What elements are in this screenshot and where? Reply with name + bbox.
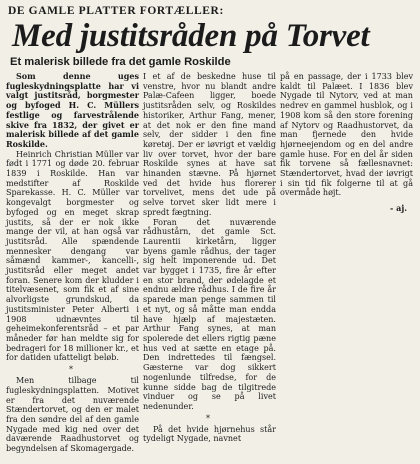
headline: Med justitsråden på Torvet bbox=[12, 18, 370, 54]
body-paragraph: på en passage, der i 1733 blev kaldt til Palæet. I 1836 blev Nygade til Nytorv, ved at man nedrev en gammel husblok, og i 1908 kom så den store forening af Nytorv og Raadhustorvet, da man fjernede den hvide hjørneejendom og en del andre gamle huse. For en del år siden fik torvene så fællesnavnet: Stændertorvet, hvad der iøvrigt i sin tid fik folgerne til at gå overmåde højt. bbox=[280, 72, 413, 198]
subheadline: Et malerisk billede fra det gamle Roskilde bbox=[10, 56, 231, 68]
body-paragraph: I et af de beskedne huse til venstre, hvor nu blandt andre Palæ-Cafeen ligger, boede justitsråden selv, og Roskildes historiker, Arthur Fang, mener, at det nok er den fine mand selv, der sidder i den fine køretøj. Der er iøvrigt et vældig liv over torvet, hvor der bare Roskilde synes at have sat hinanden stævne. På hjørnet ved det hvide hus florerer torvelivet, mens det ude på selve torvet sker lidt mere i spredt fægtning. bbox=[143, 72, 276, 217]
column-2 bbox=[143, 72, 276, 454]
column-3 bbox=[280, 72, 413, 454]
signature: - aj. bbox=[390, 203, 407, 214]
column-1 bbox=[6, 72, 139, 454]
body-paragraph: Men tilbage til fugleskydningsplatten. Motivet er fra det nuværende Stændertorvet, og den er malet fra den søndre del af den gamle Nygade med kig ned over det daværende Raadhustorvet og begyndelsen af Skomagergade. bbox=[6, 376, 139, 454]
body-paragraph: Foran det nuværende rådhustårn, det gamle Sct. Laurentii kirketårn, ligger byens gamle rådhus, der tager sig helt imponerende ud. Det var bygget i 1735, fire år efter en stor brand, der ødelagde et endnu ældre rådhus. I de fire år sparede man penge sammen til et nyt, og så måtte man endda have hjælp af majestæten. Arthur Fang synes, at man spolerede det ellers rigtig pæne hus ved at sætte en etage på. Den indrettedes til fængsel. Gæsterne var dog sikkert nogenlunde tilfredse, for de kunne sidde bag de tilgitrede vinduer og se på livet nedenunder. bbox=[143, 217, 276, 411]
body-paragraph: Heinrich Christian Müller var født i 1771 og døde 20. februar 1839 i Roskilde. Han var medstifter af Roskilde Sparekasse. H. C. Müller var kongevalgt borgmester og byfoged og en meget skrap justits, så der er nok ikke mange der vil, at han også var justitsråd. Alle spændende mennesker dengang var såmænd kammer-, kancelli-, justitsråd eller meget andet foran. Senere kom der kludder i titelvæsenet, som fik et af sine alvorligste grundskud, da justitsminister Peter Alberti i 1908 udnævntes til geheimekonferentsråd – et par måneder før han meldte sig for bedrageri for 18 millioner kr., et for datiden ufatteligt beløb. bbox=[6, 149, 139, 363]
section-break: * bbox=[206, 413, 213, 423]
section-break: * bbox=[69, 365, 76, 375]
lead-paragraph: Som denne uges fugleskydningsplatte har vi valgt justitsråd, borgmester og byfoged H. C. Müllers festlige og farvestrålende skive fra 1832, der givet er malerisk billede af det gamle Roskilde. bbox=[6, 71, 139, 149]
article-columns bbox=[6, 72, 414, 454]
kicker: DE GAMLE PLATTER FORTÆLLER: bbox=[8, 5, 224, 17]
body-paragraph: På det hvide hjørnehus står tydeligt Nygade, navnet bbox=[143, 424, 276, 444]
